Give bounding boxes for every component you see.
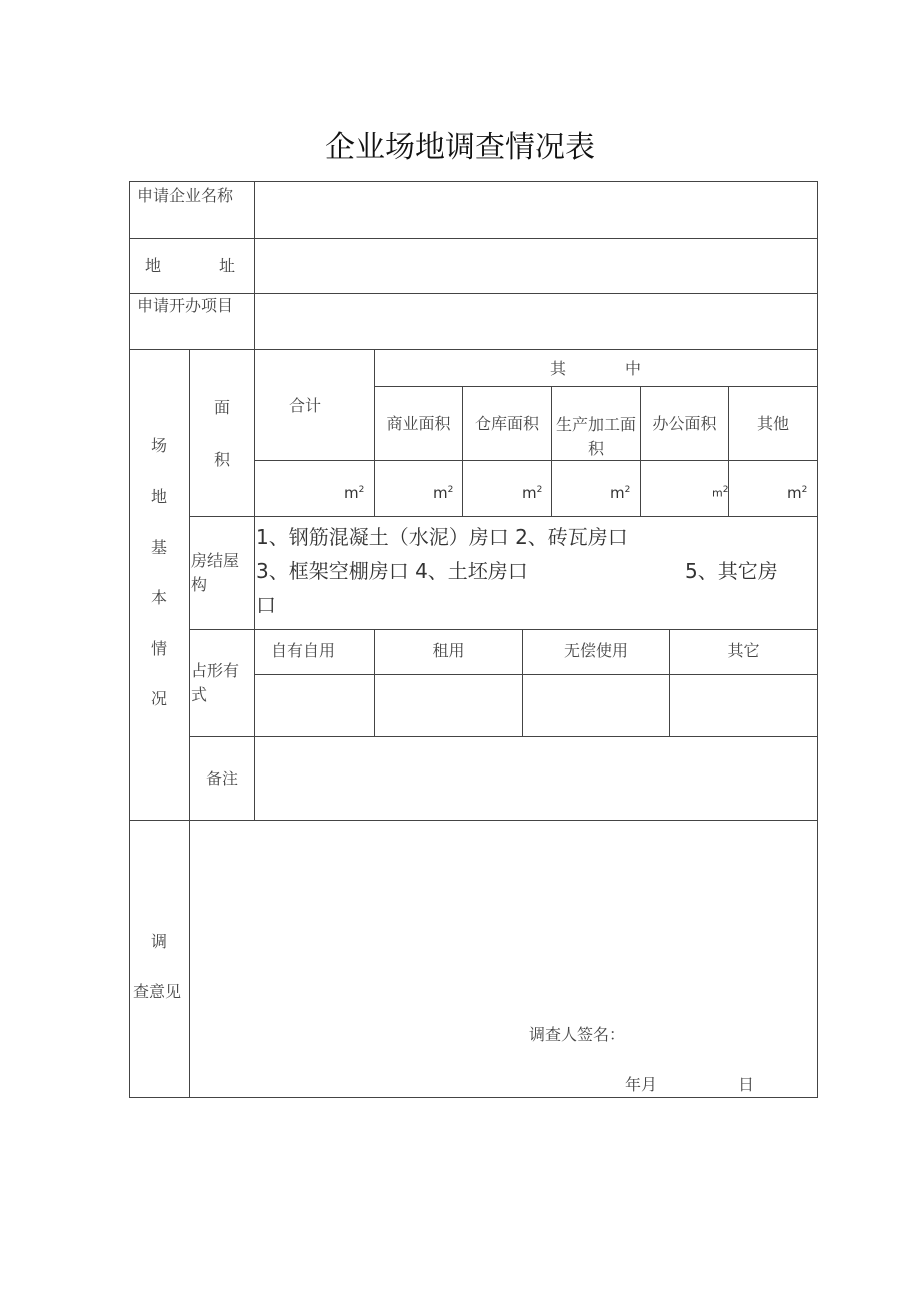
structure-options-line3: 口 [256,593,276,617]
row-divider [255,674,818,675]
occupancy-option-self-owned: 自有自用 [270,641,335,660]
area-total-unit: $m^2$ [344,484,365,502]
table-border-bottom [129,1097,818,1098]
structure-options-line2b: 5、其它房 [685,559,778,583]
structure-options-line1: 1、钢筋混凝土（水泥）房口 2、砖瓦房口 [256,525,628,549]
site-label-1: 场 [150,436,167,455]
col-divider [462,386,463,516]
site-label-6: 况 [150,689,167,708]
area-production-unit: $m^2$ [610,484,631,502]
site-label-3: 基 [150,538,167,557]
row-divider [255,460,818,461]
survey-opinion-label-1: 调 [150,932,167,951]
area-other-unit: $m^2$ [787,484,808,502]
site-label-4: 本 [150,588,167,607]
address-label-2: 址 [219,256,236,275]
table-border-right [817,181,818,1098]
page-title: 企业场地调查情况表 [325,130,595,165]
address-label-1: 地 [145,256,162,275]
survey-date-day: 日 [738,1075,755,1094]
area-col-production: 生产加工面积 [556,415,637,458]
structure-options-line2a: 3、框架空棚房口 4、土坯房口 [256,559,528,583]
among-label-2: 中 [625,359,642,378]
col-divider [640,386,641,516]
remarks-field[interactable] [255,737,817,820]
survey-date-year-month: 年月 [625,1075,658,1094]
site-label-5: 情 [150,639,167,658]
occupancy-option-rented: 租用 [432,641,465,660]
structure-label-2: 构 [191,575,208,594]
row-divider [190,516,818,517]
area-label-2: 积 [213,450,230,469]
address-field[interactable] [255,239,817,293]
area-total-label: 合计 [288,396,321,415]
occupancy-label-2: 式 [191,685,208,704]
area-col-commercial: 商业面积 [386,414,451,433]
occupancy-option-other: 其它 [727,641,760,660]
surveyor-signature-label: 调查人签名： [529,1025,626,1044]
col-divider [551,386,552,516]
area-office-unit: $m^2$ [712,485,729,500]
row-divider [129,349,818,350]
among-label-1: 其 [550,359,567,378]
project-field[interactable] [255,294,817,349]
row-divider [374,386,818,387]
area-commercial-unit: $m^2$ [433,484,454,502]
project-label: 申请开办项目 [137,296,234,315]
area-col-other: 其他 [756,414,789,433]
applicant-name-label: 申请企业名称 [137,186,234,205]
occupancy-label-1: 占形有 [191,661,240,680]
occupancy-option-free-use: 无偿使用 [563,641,628,660]
survey-opinion-label-2: 查意见 [133,982,182,1001]
area-label-1: 面 [213,398,230,417]
area-col-office: 办公面积 [652,414,717,433]
row-divider [190,629,818,630]
survey-opinion-field[interactable] [190,821,817,1021]
area-warehouse-unit: $m^2$ [522,484,543,502]
structure-label-1: 房结屋 [191,551,240,570]
site-label-2: 地 [150,487,167,506]
survey-form-table [129,181,818,1098]
applicant-name-field[interactable] [255,182,817,238]
area-col-warehouse: 仓库面积 [474,414,539,433]
remarks-label: 备注 [205,769,238,788]
